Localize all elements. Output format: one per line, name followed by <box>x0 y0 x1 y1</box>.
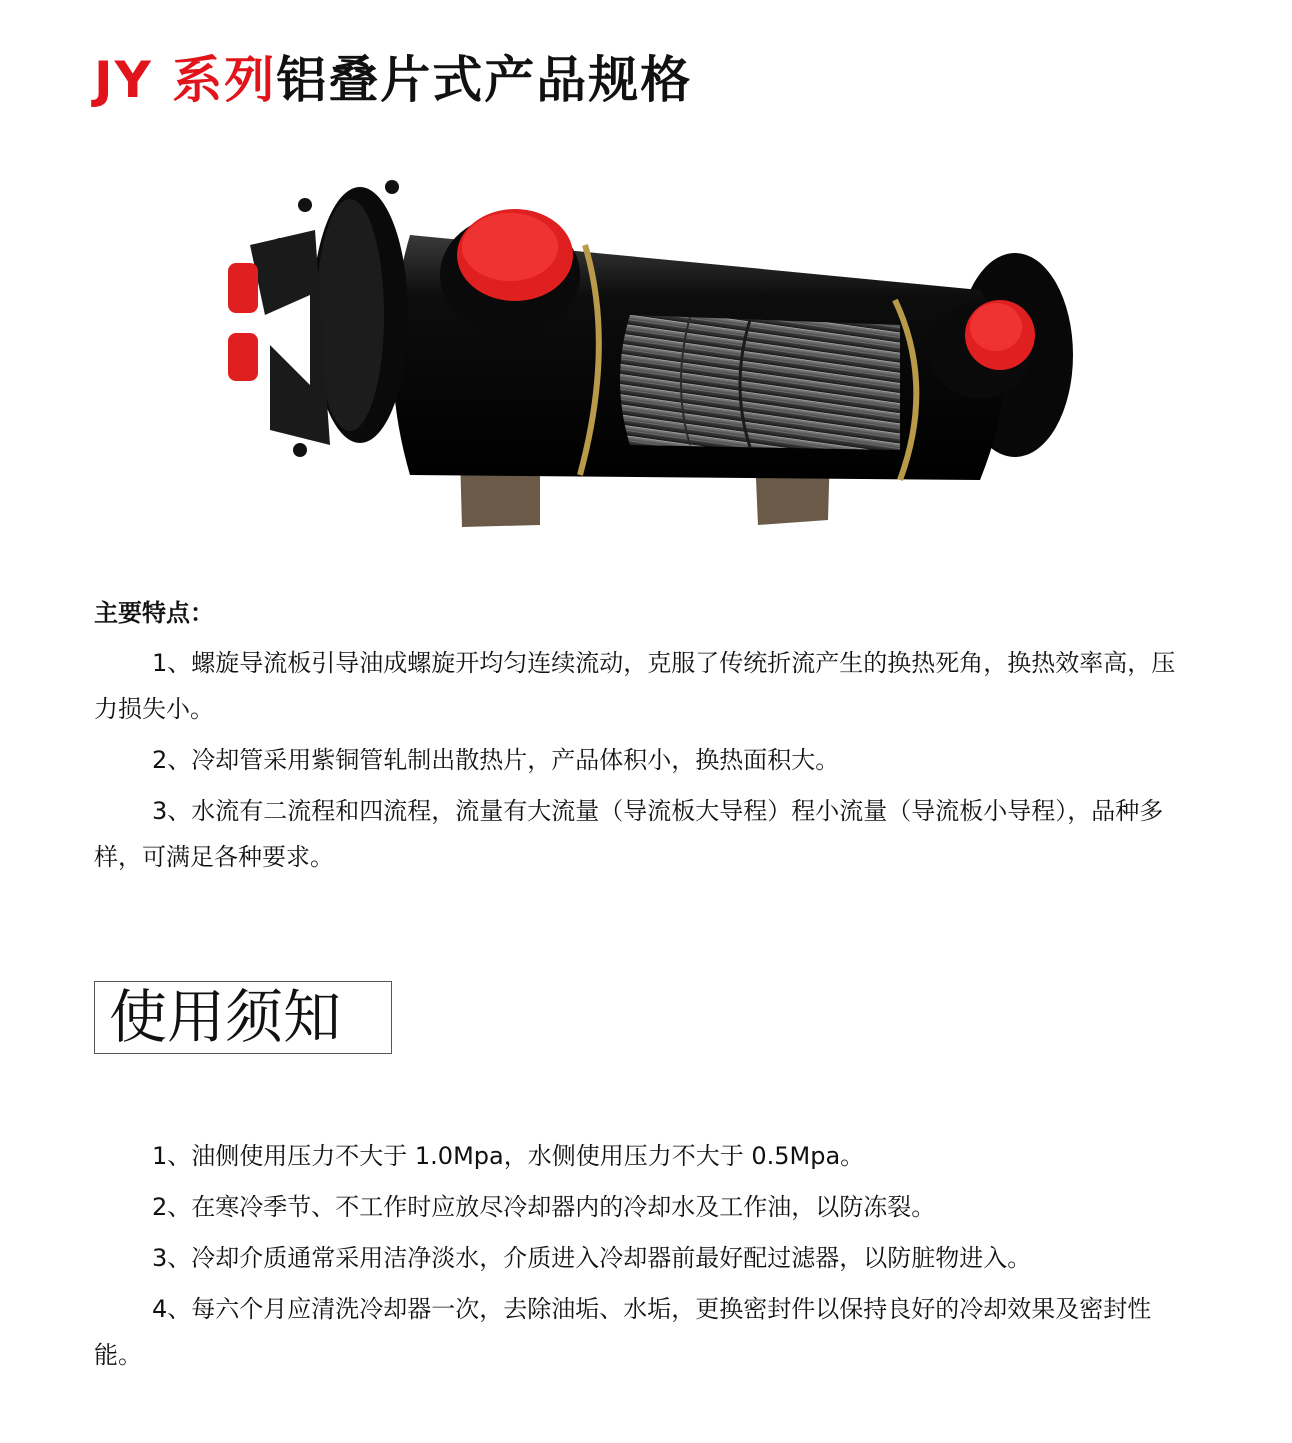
notice-item-4: 4、每六个月应清洗冷却器一次，去除油垢、水垢，更换密封件以保持良好的冷却效果及密封性能。 <box>94 1295 1152 1369</box>
notice-item-3: 3、冷却介质通常采用洁净淡水，介质进入冷却器前最好配过滤器，以防脏物进入。 <box>152 1244 1032 1272</box>
page-title <box>94 48 692 112</box>
features-heading: 主要特点： <box>94 599 214 627</box>
plug-left-top <box>228 263 258 313</box>
page-title-product: 铝叠片式产品规格 <box>276 51 693 109</box>
notice-heading: 使用须知 <box>94 981 392 1054</box>
feature-item-3: 3、水流有二流程和四流程，流量有大流量（导流板大导程）程小流量（导流板小导程），品种多样，可满足各种要求。 <box>94 797 1164 871</box>
notice-item-2: 2、在寒冷季节、不工作时应放尽冷却器内的冷却水及工作油，以防冻裂。 <box>152 1193 936 1221</box>
plug-left-bottom <box>228 333 258 381</box>
page-title-series: JY 系列 <box>94 51 277 109</box>
notice-item-1: 1、油侧使用压力不大于 1.0Mpa，水侧使用压力不大于 0.5Mpa。 <box>152 1142 865 1170</box>
feature-item-1: 1、螺旋导流板引导油成螺旋开均匀连续流动，克服了传统折流产生的换热死角，换热效率高，压力损失小。 <box>94 649 1176 723</box>
feature-item-2: 2、冷却管采用紫铜管轧制出散热片，产品体积小，换热面积大。 <box>152 746 840 774</box>
fin-section <box>620 315 900 450</box>
product-image <box>210 175 1090 535</box>
